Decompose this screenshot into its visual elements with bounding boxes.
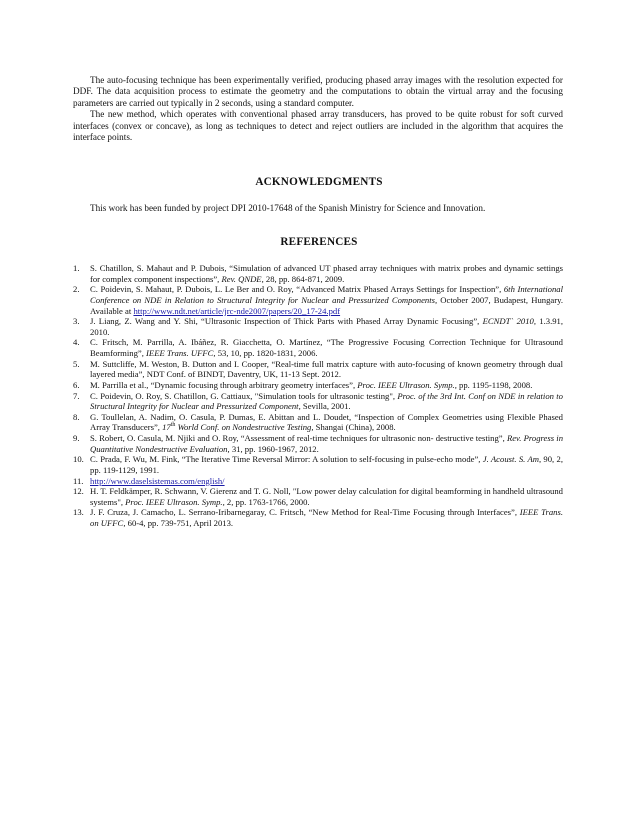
reference-venue: Proc. IEEE Ultrason. Symp., [357,379,457,390]
reference-number: 10. [73,454,84,465]
reference-item: 10. C. Prada, F. Wu, M. Fink, “The Iterative Time Reversal Mirror: A solution to self-focusing in pulse-echo mode”, J. Acoust. S. Am, 90, 2, pp. 119-1129, 1991. [73,454,563,475]
reference-venue: ECNDT` 2010 [482,316,534,327]
reference-item: 2. C. Poidevin, S. Mahaut, P. Dubois, L. Le Ber and O. Roy, “Advanced Matrix Phased Arrays Settings for Inspection”, 6th International Conference on NDE in Relation to Structural Integrity for Nuclear and Pressurized Components, October 2007, Budapest, Hungary. Available at http://www.ndt.net/article/jrc-nde2007/papers/20_17-24.pdf [73,284,564,316]
reference-venue: Proc. IEEE Ultrason. Symp., [125,496,225,507]
reference-link[interactable]: http://www.daselsistemas.com/english/ [90,475,225,486]
reference-number: 11. [73,475,84,486]
reference-item: 7. C. Poidevin, O. Roy, S. Chatillon, G. Cattiaux, "Simulation tools for ultrasonic testing", Proc. of the 3rd Int. Conf on NDE in relation to Structural Integrity for Nuclear and Pressurized Component, Sevilla, 2001. [73,390,563,412]
reference-link[interactable]: http://www.ndt.net/article/jrc-nde2007/papers/20_17-24.pdf [133,305,341,316]
reference-item: 12. H. T. Feldkämper, R. Schwann, V. Gierenz and T. G. Noll, "Low power delay calculation for digital beamforming in handheld ultrasound systems", Proc. IEEE Ultrason. Symp., 2, pp. 1763-1766, 2000. [73,486,563,507]
references-heading: REFERENCES [280,236,358,248]
reference-item: 6. M. Parrilla et al., “Dynamic focusing through arbitrary geometry interfaces”, Proc. IEEE Ultrason. Symp., pp. 1195-1198, 2008. [73,379,533,390]
reference-number: 2. [73,284,80,295]
conclusions-text [73,75,563,143]
reference-item: 4. C. Fritsch, M. Parrilla, A. Ibáñez, R. Giacchetta, O. Martínez, “The Progressive Focusing Correction Technique for Ultrasound Beamforming”, IEEE Trans. UFFC, 53, 10, pp. 1820-1831, 2006. [73,337,563,358]
reference-venue: IEEE Trans. on UFFC [90,507,563,528]
reference-item: 5. M. Suttcliffe, M. Weston, B. Dutton and I. Cooper, “Real-time full matrix capture with auto-focusing of known geometry through dual layered media”, NDT Conf. of BINDT, Daventry, UK, 11-13 Sept. 2012. [73,358,563,380]
reference-venue: IEEE Trans. UFFC [146,348,214,358]
reference-venue: J. Acoust. S. Am [482,454,539,465]
reference-number: 1. [73,263,80,273]
reference-item: 3. J. Liang, Z. Wang and Y. Shi, “Ultrasonic Inspection of Thick Parts with Phased Array Dynamic Focusing”, ECNDT` 2010, 1.3.91, 2010. [73,316,564,337]
conclusion-paragraph-2: The new method, which operates with conventional phased array transducers, has proved to be quite robust for soft curved interfaces (convex or concave), as long as techniques to detect and reject outliers are included in the algorithm that acquires the interface points. [73,109,563,143]
reference-number: 4. [73,337,80,348]
reference-item [73,476,563,487]
reference-item: 9. S. Robert, O. Casula, M. Njiki and O. Roy, “Assessment of real-time techniques for ultrasonic non- destructive testing”, Rev. Progress in Quantitative Nondestructive Evaluation, 31, pp. 1960-1967, 2012. [73,433,564,454]
reference-venue: 6th International Conference on NDE in Relation to Structural Integrity for Nuclear and Pressurized Components, [90,284,563,305]
reference-number: 9. [73,433,80,443]
reference-list [73,263,563,529]
reference-number: 8. [73,411,80,422]
reference-number: 6. [73,379,80,390]
reference-venue: 17 [162,422,171,433]
conclusion-paragraph-1: The auto-focusing technique has been experimentally verified, producing phased array images with the resolution expected for DDF. The data acquisition process to estimate the geometry and the computations to obtain the virtual array and the focusing parameters are carried out typically in 2 seconds, using a standard computer. [73,75,563,108]
reference-number: 12. [73,486,84,497]
acknowledgments-heading: ACKNOWLEDGMENTS [255,176,383,188]
acknowledgments-text: This work has been funded by project DPI 2010-17648 of the Spanish Ministry for Science and Innovation. [90,203,486,213]
reference-number: 13. [73,507,84,518]
reference-venue: Proc. of the 3rd Int. Conf on NDE in relation to Structural Integrity for Nuclear and Pressurized Component [90,390,563,412]
reference-number: 7. [73,390,80,401]
reference-item: 13. J. F. Cruza, J. Camacho, L. Serrano-Iribarnegaray, C. Fritsch, “New Method for Real-Time Focusing through Interfaces”, IEEE Trans. on UFFC, 60-4, pp. 739-751, April 2013. [73,507,563,528]
reference-item: 8. G. Toullelan, A. Nadim, O. Casula, P. Dumas, E. Abittan and L. Doudet, “Inspection of Complex Geometries using Flexible Phased Array Transducers”, 17th World Conf. on Nondestructive Testing, Shangai (China), 2008. [73,411,563,433]
reference-number: 3. [73,316,80,327]
reference-number: 5. [73,358,80,369]
reference-venue: Rev. QNDE [221,273,262,284]
reference-item: 1. S. Chatillon, S. Mahaut and P. Dubois, “Simulation of advanced UT phased array techniques with matrix probes and dynamic settings for complex component inspections”, Rev. QNDE, 28, pp. 864-871, 2009. [73,263,563,284]
reference-venue: Rev. Progress in Quantitative Nondestructive Evaluation [90,433,564,454]
